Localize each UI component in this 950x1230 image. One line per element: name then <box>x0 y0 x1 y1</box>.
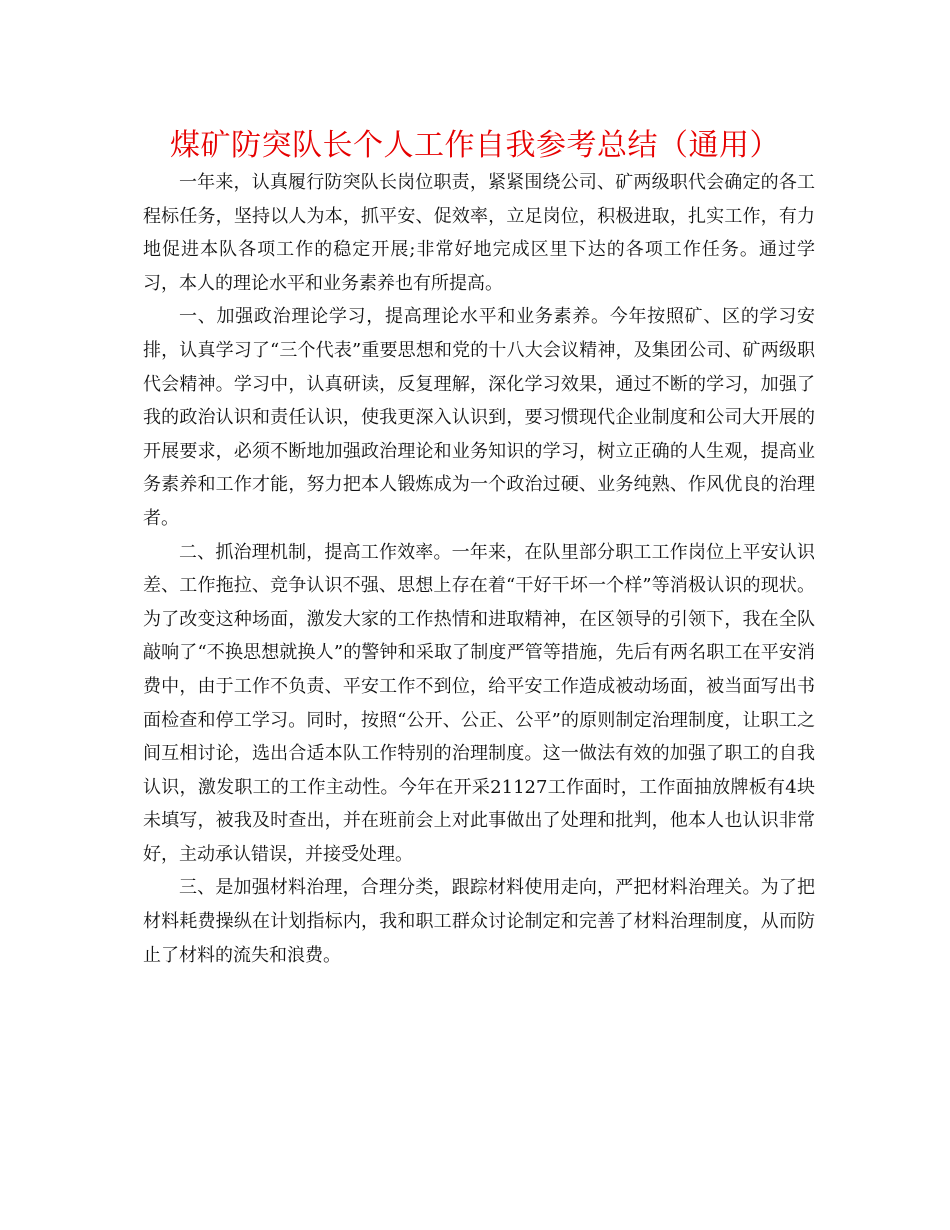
paragraph-section-1: 一、加强政治理论学习，提高理论水平和业务素养。今年按照矿、区的学习安排，认真学习了“三个代表”重要思想和党的十八大会议精神，及集团公司、矿两级职代会精神。学习中，认真研读，反复理解，深化学习效果，通过不断的学习，加强了我的政治认识和责任认识，使我更深入认识到，要习惯现代企业制度和公司大开展的开展要求，必须不断地加强政治理论和业务知识的学习，树立正确的人生观，提高业务素养和工作才能，努力把本人锻炼成为一个政治过硬、业务纯熟、作风优良的治理者。 <box>143 306 815 529</box>
document-title: 煤矿防突队长个人工作自我参考总结（通用） <box>170 128 780 163</box>
paragraph-intro: 一年来，认真履行防突队长岗位职责，紧紧围绕公司、矿两级职代会确定的各工程标任务，坚持以人为本，抓平安、促效率，立足岗位，积极进取，扎实工作，有力地促进本队各项工作的稳定开展;非常好地完成区里下达的各项工作任务。通过学习，本人的理论水平和业务素养也有所提高。 <box>143 172 815 294</box>
paragraph-section-2: 二、抓治理机制，提高工作效率。一年来，在队里部分职工工作岗位上平安认识差、工作拖拉、竞争认识不强、思想上存在着“干好干坏一个样”等消极认识的现状。为了改变这种场面，激发大家的工作热情和进取精神，在区领导的引领下，我在全队敲响了“不换思想就换人”的警钟和采取了制度严管等措施，先后有两名职工在平安消费中，由于工作不负责、平安工作不到位，给平安工作造成被动场面，被当面写出书面检查和停工学习。同时，按照“公开、公正、公平”的原则制定治理制度，让职工之间互相讨论，选出合适本队工作特别的治理制度。这一做法有效的加强了职工的自我认识，激发职工的工作主动性。今年在开采21127工作面时，工作面抽放牌板有4块未填写，被我及时查出，并在班前会上对此事做出了处理和批判，他本人也认识非常好，主动承认错误，并接受处理。 <box>143 541 815 865</box>
paragraph-section-3: 三、是加强材料治理，合理分类，跟踪材料使用走向，严把材料治理关。为了把材料耗费操纵在计划指标内，我和职工群众讨论制定和完善了材料治理制度，从而防止了材料的流失和浪费。 <box>143 877 815 966</box>
document-body <box>143 166 815 972</box>
